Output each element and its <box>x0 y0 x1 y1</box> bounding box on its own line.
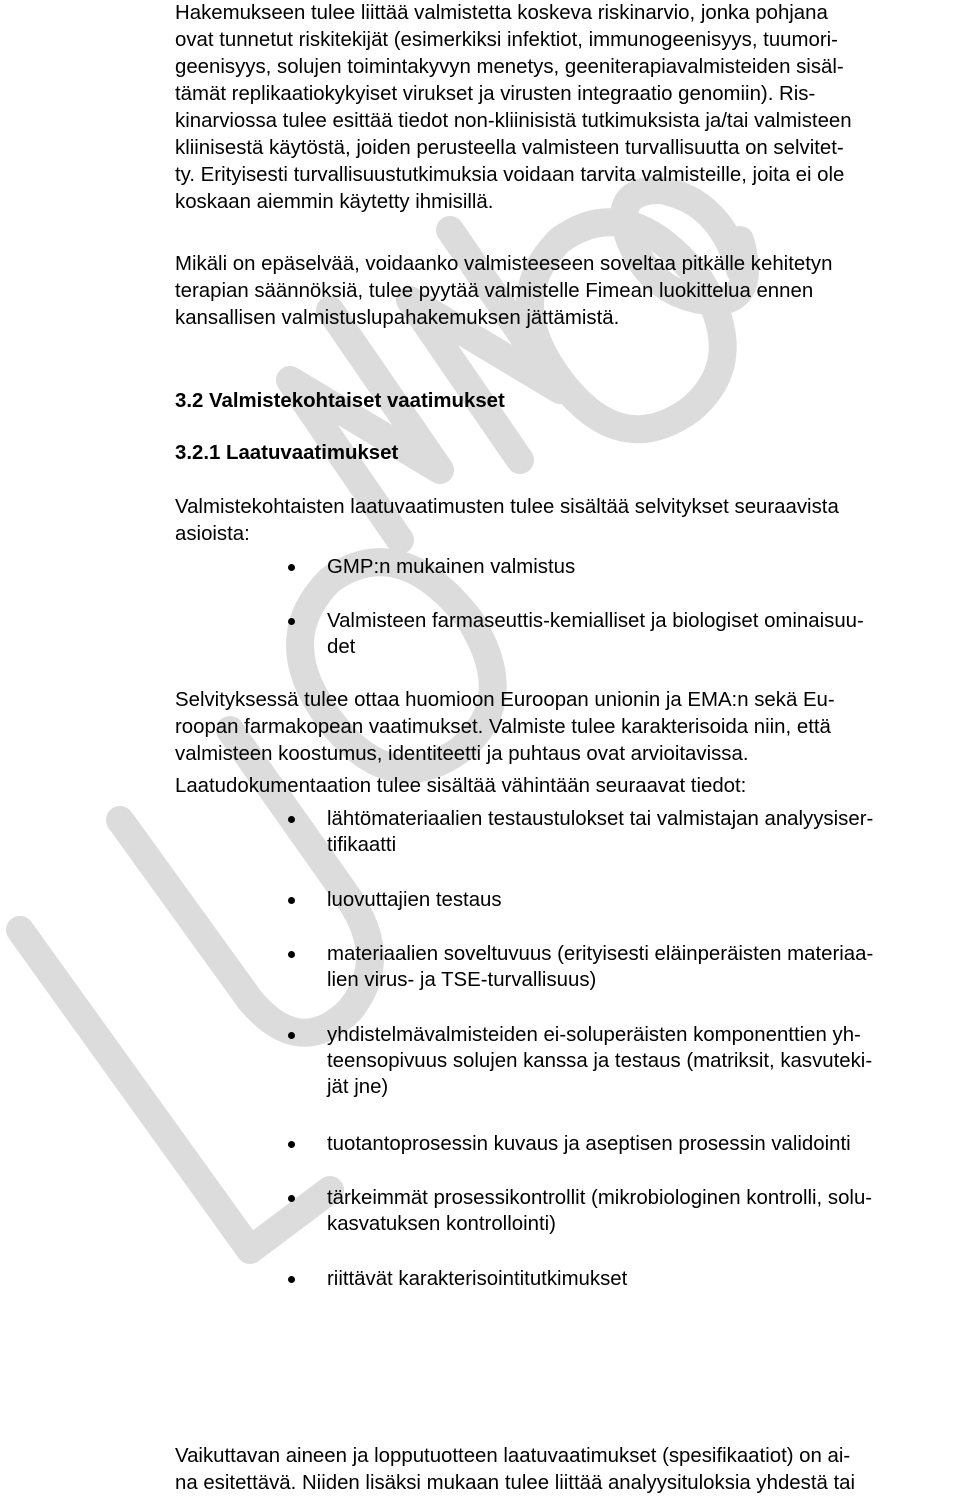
list-item-text: lähtömateriaalien testaustulokset tai valmistajan analyysiser- <box>327 808 874 830</box>
bullet-icon <box>288 1032 295 1039</box>
text-line: tämät replikaatiokykyiset virukset ja virusten integraatio genomiin). Ris- <box>175 83 816 105</box>
bullet-icon <box>288 816 295 823</box>
list-item-text: Valmisteen farmaseuttis-kemialliset ja biologiset ominaisuu- <box>327 610 864 632</box>
bullet-icon <box>288 1141 295 1148</box>
european-requirements-paragraph <box>175 687 960 768</box>
text-line: ty. Erityisesti turvallisuustutkimuksia voidaan tarvita valmisteille, joita ei ole <box>175 164 845 186</box>
list-item-text: kasvatuksen kontrollointi) <box>327 1213 556 1235</box>
text-line: Hakemukseen tulee liittää valmistetta koskeva riskinarvio, jonka pohjana <box>175 2 828 24</box>
text-line: kansallisen valmistuslupahakemuksen jättämistä. <box>175 307 620 329</box>
list-item-text: det <box>327 636 356 658</box>
section-heading-3-2-1: 3.2.1 Laatuvaatimukset <box>175 442 399 464</box>
text-line: kinarviossa tulee esittää tiedot non-kliinisistä tutkimuksista ja/tai valmisteen <box>175 110 852 132</box>
text-line: na esitettävä. Niiden lisäksi mukaan tulee liittää analyysituloksia yhdestä tai <box>175 1472 856 1494</box>
list-item-text: tärkeimmät prosessikontrollit (mikrobiologinen kontrolli, solu- <box>327 1187 873 1209</box>
list-item-text: lien virus- ja TSE-turvallisuus) <box>327 969 597 991</box>
bullet-icon <box>288 897 295 904</box>
quality-documentation-intro <box>175 773 960 800</box>
bullet-icon <box>288 951 295 958</box>
text-line: kliinisestä käytöstä, joiden perusteella valmisteen turvallisuutta on selvitet- <box>175 137 844 159</box>
list-item-text: tuotantoprosessin kuvaus ja aseptisen prosessin validointi <box>327 1133 851 1155</box>
text-line: terapian säännöksiä, tulee pyytää valmistelle Fimean luokittelua ennen <box>175 280 814 302</box>
text-line: valmisteen koostumus, identiteetti ja puhtaus ovat arvioitavissa. <box>175 743 749 765</box>
text-line: Mikäli on epäselvää, voidaanko valmisteeseen soveltaa pitkälle kehitetyn <box>175 253 833 275</box>
bullet-icon <box>288 1276 295 1283</box>
list-item-text: jät jne) <box>327 1076 389 1098</box>
text-line: ovat tunnetut riskitekijät (esimerkiksi infektiot, immunogeenisyys, tuumori- <box>175 29 838 51</box>
text-line: Laatudokumentaation tulee sisältää vähintään seuraavat tiedot: <box>175 775 747 797</box>
section-heading-3-2: 3.2 Valmistekohtaiset vaatimukset <box>175 390 505 412</box>
risk-assessment-paragraph <box>175 0 960 216</box>
text-line: koskaan aiemmin käytetty ihmisillä. <box>175 191 494 213</box>
text-line: geenisyys, solujen toimintakyvyn menetys, geeniterapiavalmisteiden sisäl- <box>175 56 844 78</box>
list-item-text: GMP:n mukainen valmistus <box>327 556 576 578</box>
list-item-text: riittävät karakterisointitutkimukset <box>327 1268 628 1290</box>
text-line: roopan farmakopean vaatimukset. Valmiste tulee karakterisoida niin, että <box>175 716 831 738</box>
bullet-icon <box>288 1195 295 1202</box>
specifications-paragraph <box>175 1443 960 1497</box>
text-line: Vaikuttavan aineen ja lopputuotteen laatuvaatimukset (spesifikaatiot) on ai- <box>175 1445 851 1467</box>
list-item-text: luovuttajien testaus <box>327 889 502 911</box>
bullet-icon <box>288 618 295 625</box>
list-item-text: yhdistelmävalmisteiden ei-soluperäisten komponenttien yh- <box>327 1024 861 1046</box>
list-item-text: materiaalien soveltuvuus (erityisesti eläinperäisten materiaa- <box>327 943 874 965</box>
list-item-text: teensopivuus solujen kanssa ja testaus (matriksit, kasvuteki- <box>327 1050 873 1072</box>
text-line: asioista: <box>175 523 250 545</box>
text-line: Valmistekohtaisten laatuvaatimusten tulee sisältää selvitykset seuraavista <box>175 496 839 518</box>
quality-requirements-intro <box>175 494 960 548</box>
bullet-icon <box>288 564 295 571</box>
text-line: Selvityksessä tulee ottaa huomioon Euroopan unionin ja EMA:n sekä Eu- <box>175 689 835 711</box>
classification-paragraph <box>175 251 960 332</box>
list-item-text: tifikaatti <box>327 834 397 856</box>
